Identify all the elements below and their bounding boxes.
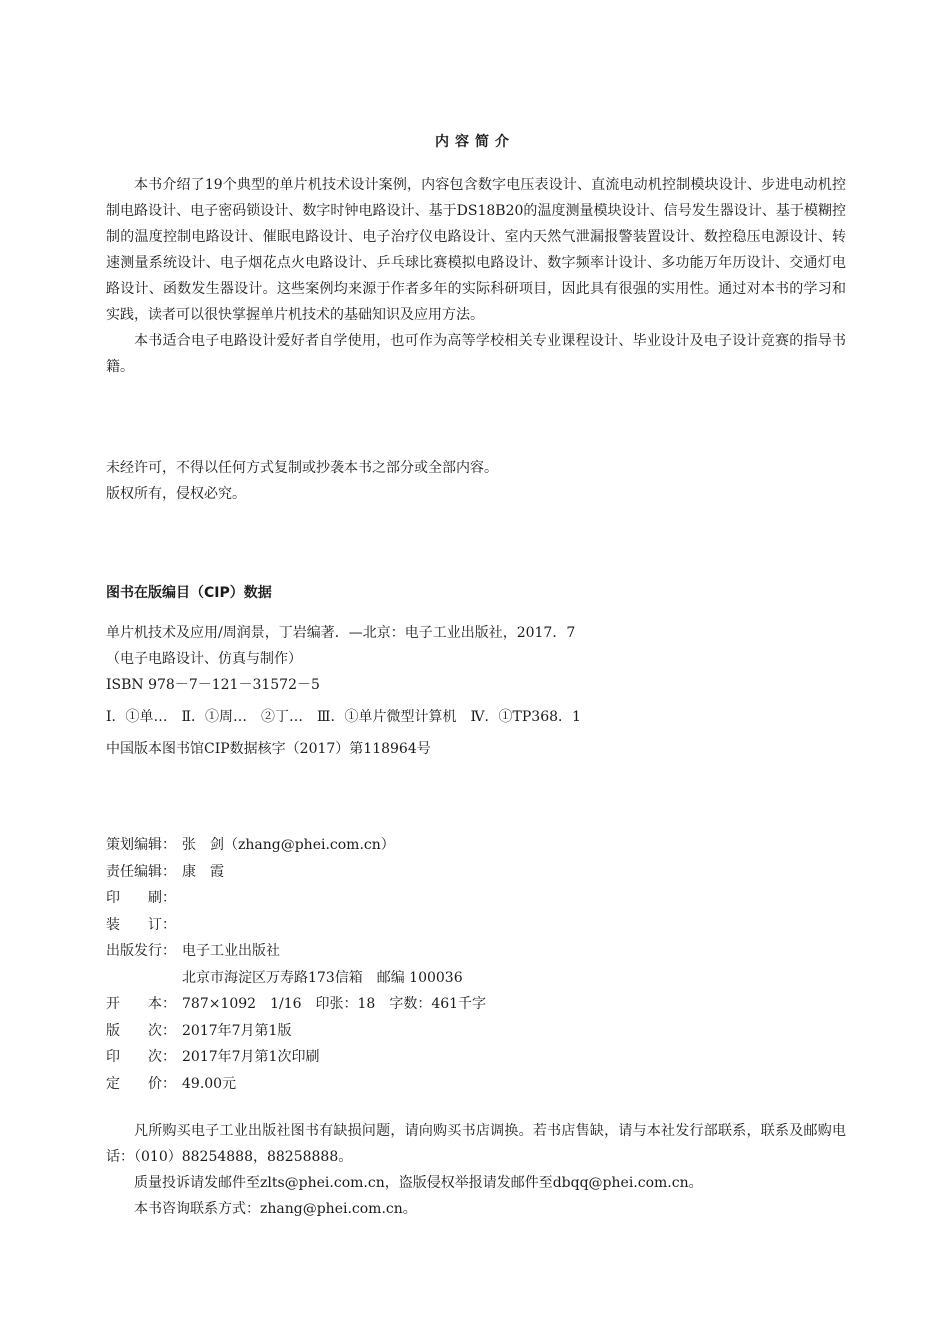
imprint-block <box>106 832 846 1097</box>
cip-line-isbn: ISBN 978－7－121－31572－5 <box>106 677 320 693</box>
notice-paragraph-1: 凡所购买电子工业出版社图书有缺损问题，请向购买书店调换。若书店售缺，请与本社发行部联系，联系及邮购电话：（010）88254888，88258888。 <box>106 1123 846 1165</box>
imprint-row <box>106 938 846 965</box>
imprint-value: 张 剑（zhang@phei.com.cn） <box>182 837 395 853</box>
imprint-label: 印 刷： <box>106 890 176 906</box>
imprint-label: 开 本： <box>106 996 176 1012</box>
intro-heading: 内容简介 <box>435 134 515 150</box>
imprint-row <box>106 1018 846 1045</box>
imprint-value: 49.00元 <box>182 1075 237 1092</box>
publisher-address: 北京市海淀区万寿路173信箱 邮编 100036 <box>182 969 463 986</box>
imprint-row <box>106 885 846 912</box>
intro-paragraph-2: 本书适合电子电路设计爱好者自学使用，也可作为高等学校相关专业课程设计、毕业设计及电子设计竞赛的指导书籍。 <box>106 333 846 375</box>
notice-block <box>106 1118 846 1222</box>
imprint-label: 出版发行： <box>106 943 176 959</box>
imprint-row <box>106 832 846 859</box>
imprint-label: 装 订： <box>106 916 176 933</box>
imprint-row <box>106 1071 846 1098</box>
imprint-row <box>106 859 846 886</box>
rights-line-2: 版权所有，侵权必究。 <box>106 486 246 502</box>
imprint-value: 康 霞 <box>182 863 224 880</box>
imprint-row <box>106 1044 846 1071</box>
imprint-row <box>106 991 846 1018</box>
imprint-label: 版 次： <box>106 1022 176 1039</box>
imprint-value: 2017年7月第1版 <box>182 1022 292 1039</box>
imprint-value: 787×1092 1/16 印张：18 字数：461千字 <box>182 996 487 1012</box>
imprint-label: 印 次： <box>106 1049 176 1065</box>
cip-line-series: （电子电路设计、仿真与制作） <box>106 651 302 667</box>
intro-paragraph-1: 本书介绍了19个典型的单片机技术设计案例，内容包含数字电压表设计、直流电动机控制模块设计、步进电动机控制电路设计、电子密码锁设计、数字时钟电路设计、基于DS18B20的温度测量模块设计、信号发生器设计、基于模糊控制的温度控制电路设计、催眠电路设计、电子治疗仪电路设计、室内天然气泄漏报警装置设计、数控稳压电源设计、转速测量系统设计、电子烟花点火电路设计、乒乓球比赛模拟电路设计、数字频率计设计、多功能万年历设计、交通灯电路设计、函数发生器设计。这些案例均来源于作者多年的实际科研项目，因此具有很强的实用性。通过对本书的学习和实践，读者可以很快掌握单片机技术的基础知识及应用方法。 <box>106 177 846 323</box>
rights-line-1: 未经许可，不得以任何方式复制或抄袭本书之部分或全部内容。 <box>106 460 498 476</box>
cip-line-title: 单片机技术及应用/周润景，丁岩编著．—北京：电子工业出版社，2017．7 <box>106 625 576 641</box>
imprint-row <box>106 912 846 939</box>
rights-statement <box>106 455 846 507</box>
notice-paragraph-3: 本书咨询联系方式：zhang@phei.com.cn。 <box>134 1201 417 1217</box>
imprint-value: 2017年7月第1次印刷 <box>182 1049 320 1065</box>
cip-line-record: 中国版本图书馆CIP数据核字（2017）第118964号 <box>106 741 431 757</box>
cip-title: 图书在版编目（CIP）数据 <box>106 585 272 601</box>
imprint-value <box>182 885 846 912</box>
imprint-label: 定 价： <box>106 1075 176 1092</box>
cip-line-classification: Ⅰ．①单… Ⅱ．①周… ②丁… Ⅲ．①单片微型计算机 Ⅳ．①TP368．1 <box>106 709 581 725</box>
notice-paragraph-2: 质量投诉请发邮件至zlts@phei.com.cn，盗版侵权举报请发邮件至dbqq@phei.com.cn。 <box>134 1175 703 1191</box>
imprint-value: 电子工业出版社 <box>182 943 280 959</box>
imprint-value <box>182 912 846 939</box>
imprint-label: 策划编辑： <box>106 837 176 853</box>
intro-body <box>106 172 846 380</box>
imprint-label: 责任编辑： <box>106 863 176 880</box>
cip-block <box>106 620 846 762</box>
